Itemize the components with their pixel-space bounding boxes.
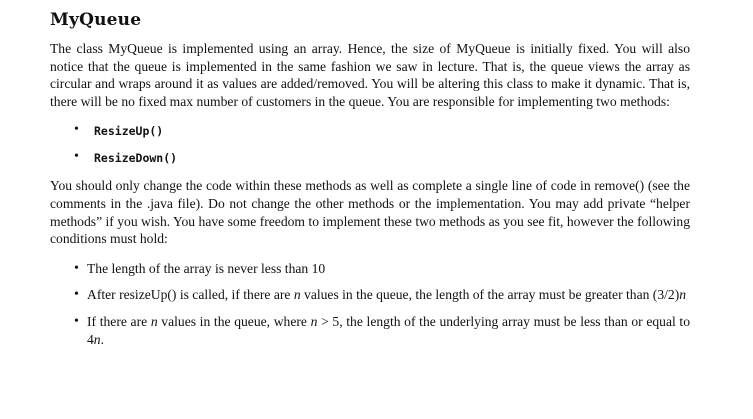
section-title: MyQueue: [50, 10, 142, 30]
list-item: [50, 260, 690, 278]
document-page: [50, 8, 690, 348]
math-variable: n: [310, 313, 318, 329]
condition-text: The length of the array is never less than 10: [87, 260, 326, 276]
condition-text: values in the queue, the length of the array must be greater than (3/2): [300, 287, 680, 303]
list-item: [50, 286, 690, 304]
conditions-list: [50, 260, 690, 348]
condition-text: After resizeUp() is called, if there are: [87, 287, 294, 303]
condition-text: > 5, the length of the underlying array must be less than or equal to 4: [87, 313, 690, 347]
math-variable: n: [93, 331, 101, 347]
condition-max-length: [87, 313, 690, 348]
math-variable: n: [293, 287, 301, 303]
list-item: [50, 148, 690, 165]
bullet-icon: •: [74, 122, 79, 138]
list-item: [50, 121, 690, 138]
method-resize-up: ResizeUp(): [94, 124, 164, 139]
bullet-icon: •: [74, 260, 79, 276]
condition-text: .: [100, 331, 104, 347]
condition-text: values in the queue, where: [157, 313, 311, 329]
condition-min-length: [87, 260, 690, 278]
condition-resize-up: [87, 286, 690, 304]
methods-list: [50, 121, 690, 165]
math-variable: n: [150, 313, 158, 329]
bullet-icon: •: [74, 149, 79, 165]
instructions-paragraph: You should only change the code within these methods as well as complete a single line of code in remove() (see the comments in the .java file). Do not change the other methods or the implementation. You may add private “helper methods” if you wish. You have some freedom to implement these two methods as you see fit, however the following conditions must hold:: [50, 178, 690, 247]
intro-paragraph: The class MyQueue is implemented using an array. Hence, the size of MyQueue is initially fixed. You will also notice that the queue is implemented in the same fashion we saw in lecture. That is, the queue views the array as circular and wraps around it as values are added/removed. You will be altering this class to make it dynamic. That is, there will be no fixed max number of customers in the queue. You are responsible for implementing two methods:: [50, 41, 690, 109]
list-item: [50, 313, 690, 348]
bullet-icon: •: [74, 287, 79, 303]
method-resize-down: ResizeDown(): [94, 151, 178, 166]
bullet-icon: •: [74, 313, 79, 329]
math-variable: n: [679, 287, 687, 303]
condition-text: If there are: [87, 313, 151, 329]
